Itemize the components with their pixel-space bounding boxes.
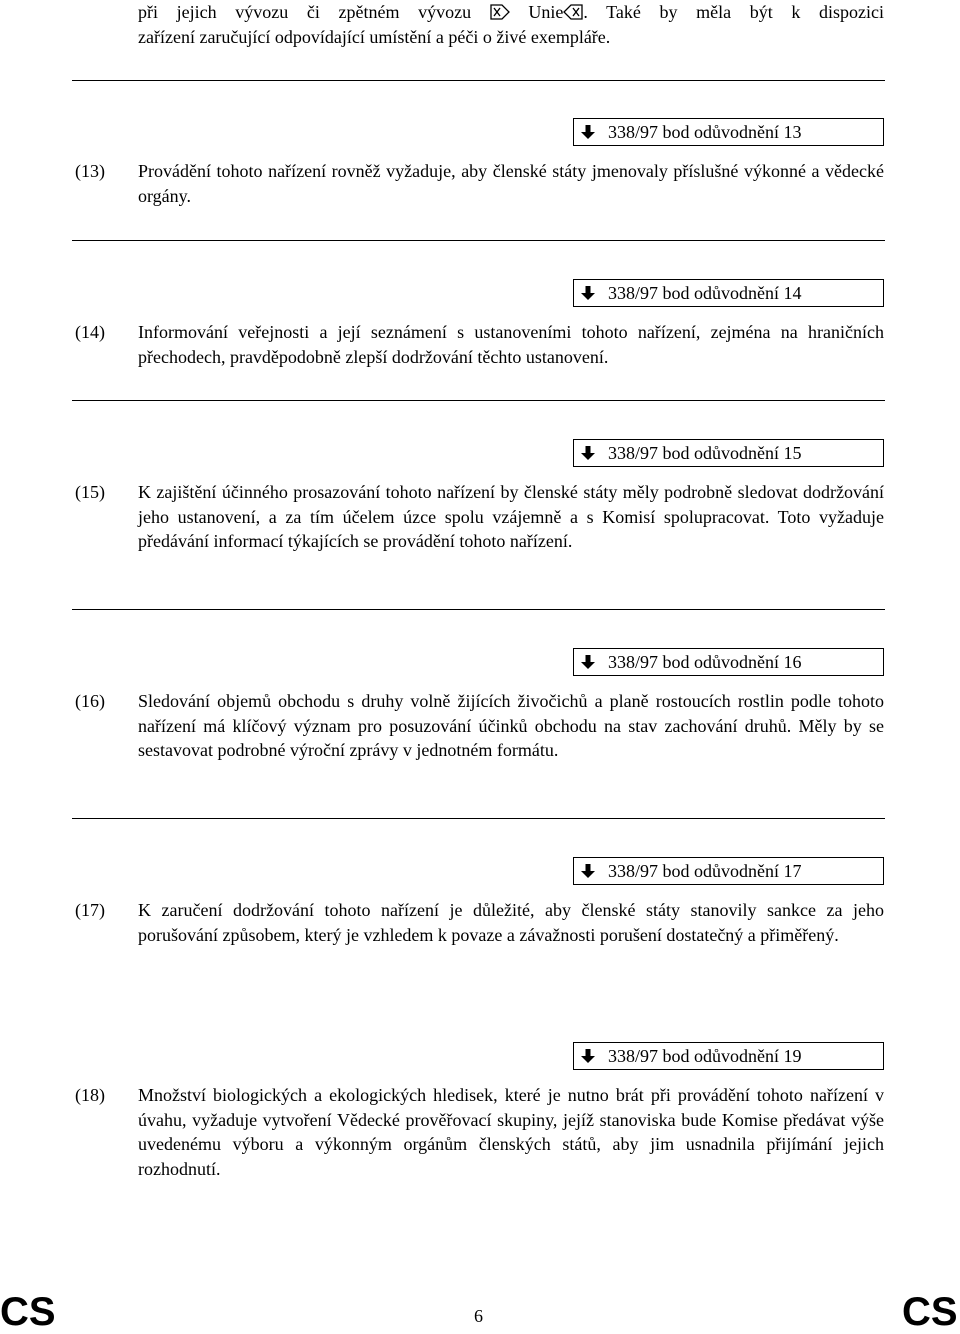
- reference-label: 338/97 bod odůvodnění 16: [608, 652, 802, 672]
- paragraph-text: Informování veřejnosti a její seznámení s ustanoveními tohoto nařízení, zejména na hraničních přechodech, pravděpodobně zlepší dodržování těchto ustanovení.: [138, 322, 884, 367]
- insert-end-icon: [563, 4, 583, 20]
- reference-label: 338/97 bod odůvodnění 19: [608, 1046, 802, 1066]
- arrow-down-icon: [580, 285, 596, 301]
- arrow-down-icon: [580, 124, 596, 140]
- reference-box: [573, 1042, 884, 1070]
- reference-box: [573, 648, 884, 676]
- reference-label: 338/97 bod odůvodnění 13: [608, 122, 802, 142]
- arrow-down-icon: [580, 654, 596, 670]
- separator-rule: [72, 818, 885, 819]
- reference-box: [573, 857, 884, 885]
- arrow-down-icon: [580, 863, 596, 879]
- paragraph-number: (17): [75, 900, 105, 920]
- top-fragment-line1-c: . Také by měla být k dispozici: [583, 2, 885, 22]
- footer-language-left: CS: [0, 1290, 56, 1334]
- reference-box: [573, 279, 884, 307]
- arrow-down-icon: [580, 445, 596, 461]
- paragraph-text: K zajištění účinného prosazování tohoto nařízení by členské státy měly podrobně sledovat dodržování jeho ustanovení, a za tím účelem úzce spolu vzájemně a s Komisí spolupracovat. Toto vyžaduje předávání informací týkajících se provádění tohoto nařízení.: [138, 482, 884, 551]
- reference-box: [573, 118, 884, 146]
- insert-start-icon: [490, 4, 510, 20]
- arrow-down-icon: [580, 1048, 596, 1064]
- separator-rule: [72, 400, 885, 401]
- paragraph-number: (15): [75, 482, 105, 502]
- reference-label: 338/97 bod odůvodnění 15: [608, 443, 802, 463]
- page-number: 6: [474, 1306, 483, 1326]
- paragraph-number: (16): [75, 691, 105, 711]
- top-fragment-line2: zařízení zaručující odpovídající umístění a péči o živé exempláře.: [138, 26, 611, 47]
- separator-rule: [72, 609, 885, 610]
- paragraph-number: (13): [75, 161, 105, 181]
- separator-rule: [72, 240, 885, 241]
- reference-box: [573, 439, 884, 467]
- top-fragment-line1-b: Unie: [528, 2, 564, 22]
- footer-language-right: CS: [902, 1290, 958, 1334]
- paragraph-text: Provádění tohoto nařízení rovněž vyžaduje, aby členské státy jmenovaly příslušné výkonné a vědecké orgány.: [138, 161, 884, 206]
- reference-label: 338/97 bod odůvodnění 14: [608, 283, 802, 303]
- paragraph-number: (14): [75, 322, 105, 342]
- reference-label: 338/97 bod odůvodnění 17: [608, 861, 802, 881]
- top-fragment-line1-a: při jejich vývozu či zpětném vývozu: [138, 2, 472, 22]
- separator-rule: [72, 80, 885, 81]
- paragraph-text: Sledování objemů obchodu s druhy volně žijících živočichů a planě rostoucích rostlin podle tohoto nařízení má klíčový význam pro posuzování účinků obchodu na stav zachování druhů. Měly by se sestavovat podrobné výroční zprávy v jednotném formátu.: [138, 691, 884, 760]
- top-fragment: [138, 0, 884, 74]
- paragraph-text: K zaručení dodržování tohoto nařízení je důležité, aby členské státy stanovily sankce za jeho porušování způsobem, který je vzhledem k povaze a závažnosti porušení dostatečný a přiměřený.: [138, 900, 884, 945]
- top-fragment-line1: [138, 0, 884, 25]
- paragraph-text: Množství biologických a ekologických hledisek, které je nutno brát při provádění tohoto nařízení v úvahu, vyžaduje vytvoření Vědecké prověřovací skupiny, jejíž stanoviska bude Komise předávat výše uvedenému výboru a výkonným orgánům členských států, aby jim usnadnila přijímání jejich rozhodnutí.: [138, 1085, 884, 1179]
- paragraph-number: (18): [75, 1085, 105, 1105]
